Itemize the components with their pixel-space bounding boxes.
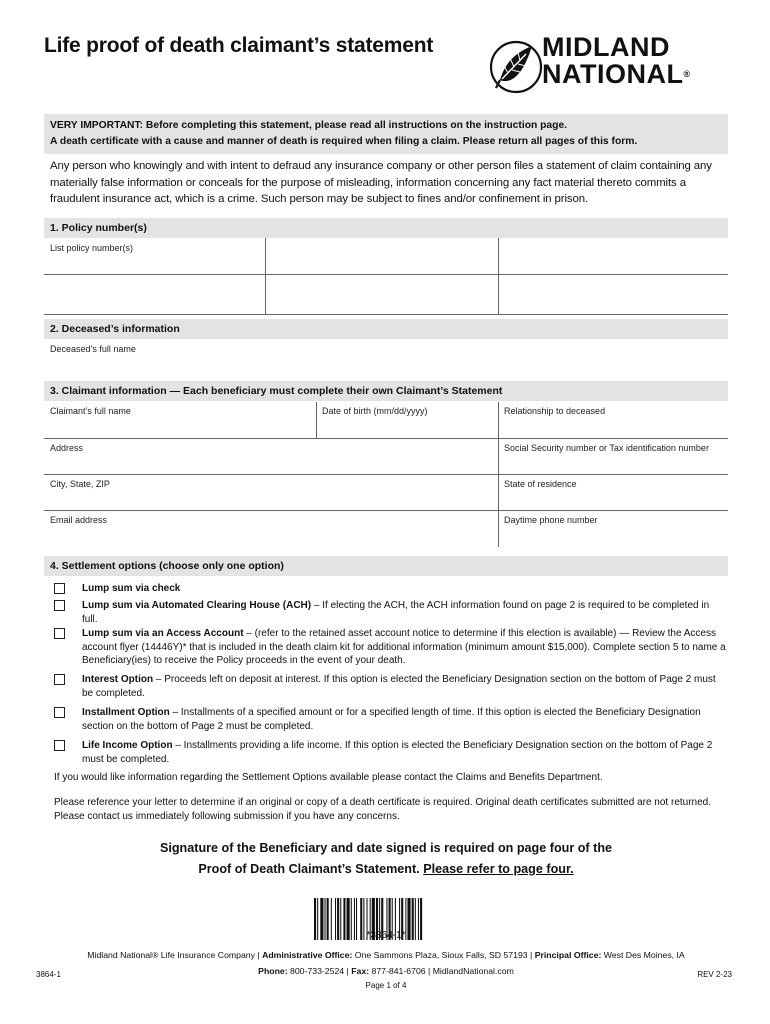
- revision-number: REV 2-23: [697, 970, 732, 979]
- page-number: Page 1 of 4: [365, 981, 407, 990]
- section-3-heading: 3. Claimant information — Each beneficiary must complete their own Claimant’s Statement: [44, 381, 728, 401]
- company-logo: [490, 34, 730, 104]
- footer-address: Midland National® Life Insurance Company | Administrative Office: One Sammons Plaza, Sioux Falls, SD 57193 | Principal Office: West Des Moines, IA: [87, 950, 685, 960]
- death-certificate-note: Please reference your letter to determine if an original or copy of a death certificate is required. Original death certificates submitted are not returned. Please contact us immediately following submission if you have any concerns.: [54, 797, 712, 822]
- section-2-heading: 2. Deceased’s information: [44, 319, 728, 339]
- ssn-label: Social Security number or Tax identification number: [504, 443, 709, 453]
- checkbox[interactable]: [54, 600, 65, 611]
- signature-notice: Signature of the Beneficiary and date signed is required on page four of the Proof of Death Claimant’s Statement. Please refer to page four.: [159, 841, 613, 876]
- option-life-income[interactable]: Life Income Option – Installments providing a life income. If this option is elected the Beneficiary Designation section on the bottom of Page 2 must be completed.: [54, 739, 726, 766]
- deceased-name-label: Deceased’s full name: [50, 344, 136, 354]
- policy-number-field-6[interactable]: [499, 275, 728, 314]
- logo-wordmark: MIDLAND NATIONAL®: [542, 32, 691, 89]
- section-4-heading: 4. Settlement options (choose only one option): [44, 556, 728, 576]
- option-lump-sum-ach[interactable]: Lump sum via Automated Clearing House (ACH) – If electing the ACH, the ACH information found on page 2 is required to be completed in full.: [54, 599, 726, 626]
- policy-number-label: List policy number(s): [50, 243, 134, 253]
- page-title: Life proof of death claimant’s statement: [44, 34, 434, 57]
- important-notice: VERY IMPORTANT: Before completing this statement, please read all instructions on the instruction page. A death certificate with a cause and manner of death is required when filing a claim. Please return all pages of this form.: [44, 114, 728, 154]
- address-label: Address: [50, 443, 84, 453]
- deceased-name-field[interactable]: [44, 340, 728, 372]
- dob-label: Date of birth (mm/dd/yyyy): [322, 406, 428, 416]
- relationship-label: Relationship to deceased: [504, 406, 606, 416]
- policy-number-field-5[interactable]: [266, 275, 498, 314]
- claimant-name-label: Claimant’s full name: [50, 406, 131, 416]
- city-label: City, State, ZIP: [50, 479, 110, 489]
- checkbox[interactable]: [54, 707, 65, 718]
- barcode-number: *3864-1*: [366, 930, 406, 941]
- checkbox[interactable]: [54, 628, 65, 639]
- footer-contact: Phone: 800-733-2524 | Fax: 877-841-6706 | MidlandNational.com: [258, 966, 514, 976]
- policy-number-field-4[interactable]: [44, 275, 265, 314]
- leaf-icon: [490, 36, 544, 98]
- settlement-info-note: If you would like information regarding the Settlement Options available please contact the Claims and Benefits Department.: [54, 772, 603, 783]
- residence-label: State of residence: [504, 479, 577, 489]
- fraud-notice: Any person who knowingly and with intent to defraud any insurance company or other person files a statement of claim containing any materially false information or conceals for the purpose of misleading, information concerning any fact material thereto commits a fraudulent insurance act, which is a crime. Such person may be subject to fines and/or confinement in prison.: [50, 160, 712, 205]
- section-1-heading: 1. Policy number(s): [44, 218, 728, 238]
- policy-number-field-3[interactable]: [499, 238, 728, 274]
- policy-number-field-2[interactable]: [266, 238, 498, 274]
- option-lump-sum-check[interactable]: Lump sum via check: [54, 582, 726, 596]
- email-label: Email address: [50, 515, 108, 525]
- policy-number-field-1[interactable]: [44, 238, 265, 274]
- option-access-account[interactable]: Lump sum via an Access Account – (refer to the retained asset account notice to determine if this election is available) — Review the Access account flyer (14446Y)* that is included in the death claim kit for additional information (minimum amount $15,000). Complete section 5 to name a Beneficiary(ies) to receive the Policy proceeds in the event of your death.: [54, 627, 726, 668]
- checkbox[interactable]: [54, 583, 65, 594]
- checkbox[interactable]: [54, 674, 65, 685]
- form-number: 3864-1: [36, 970, 61, 979]
- checkbox[interactable]: [54, 740, 65, 751]
- phone-label: Daytime phone number: [504, 515, 598, 525]
- option-installment[interactable]: Installment Option – Installments of a specified amount or for a specified length of time. If this option is elected the Beneficiary Designation section on the bottom of Page 2 must be completed.: [54, 706, 726, 733]
- option-interest[interactable]: Interest Option – Proceeds left on deposit at interest. If this option is elected the Beneficiary Designation section on the bottom of Page 2 must be completed.: [54, 673, 726, 700]
